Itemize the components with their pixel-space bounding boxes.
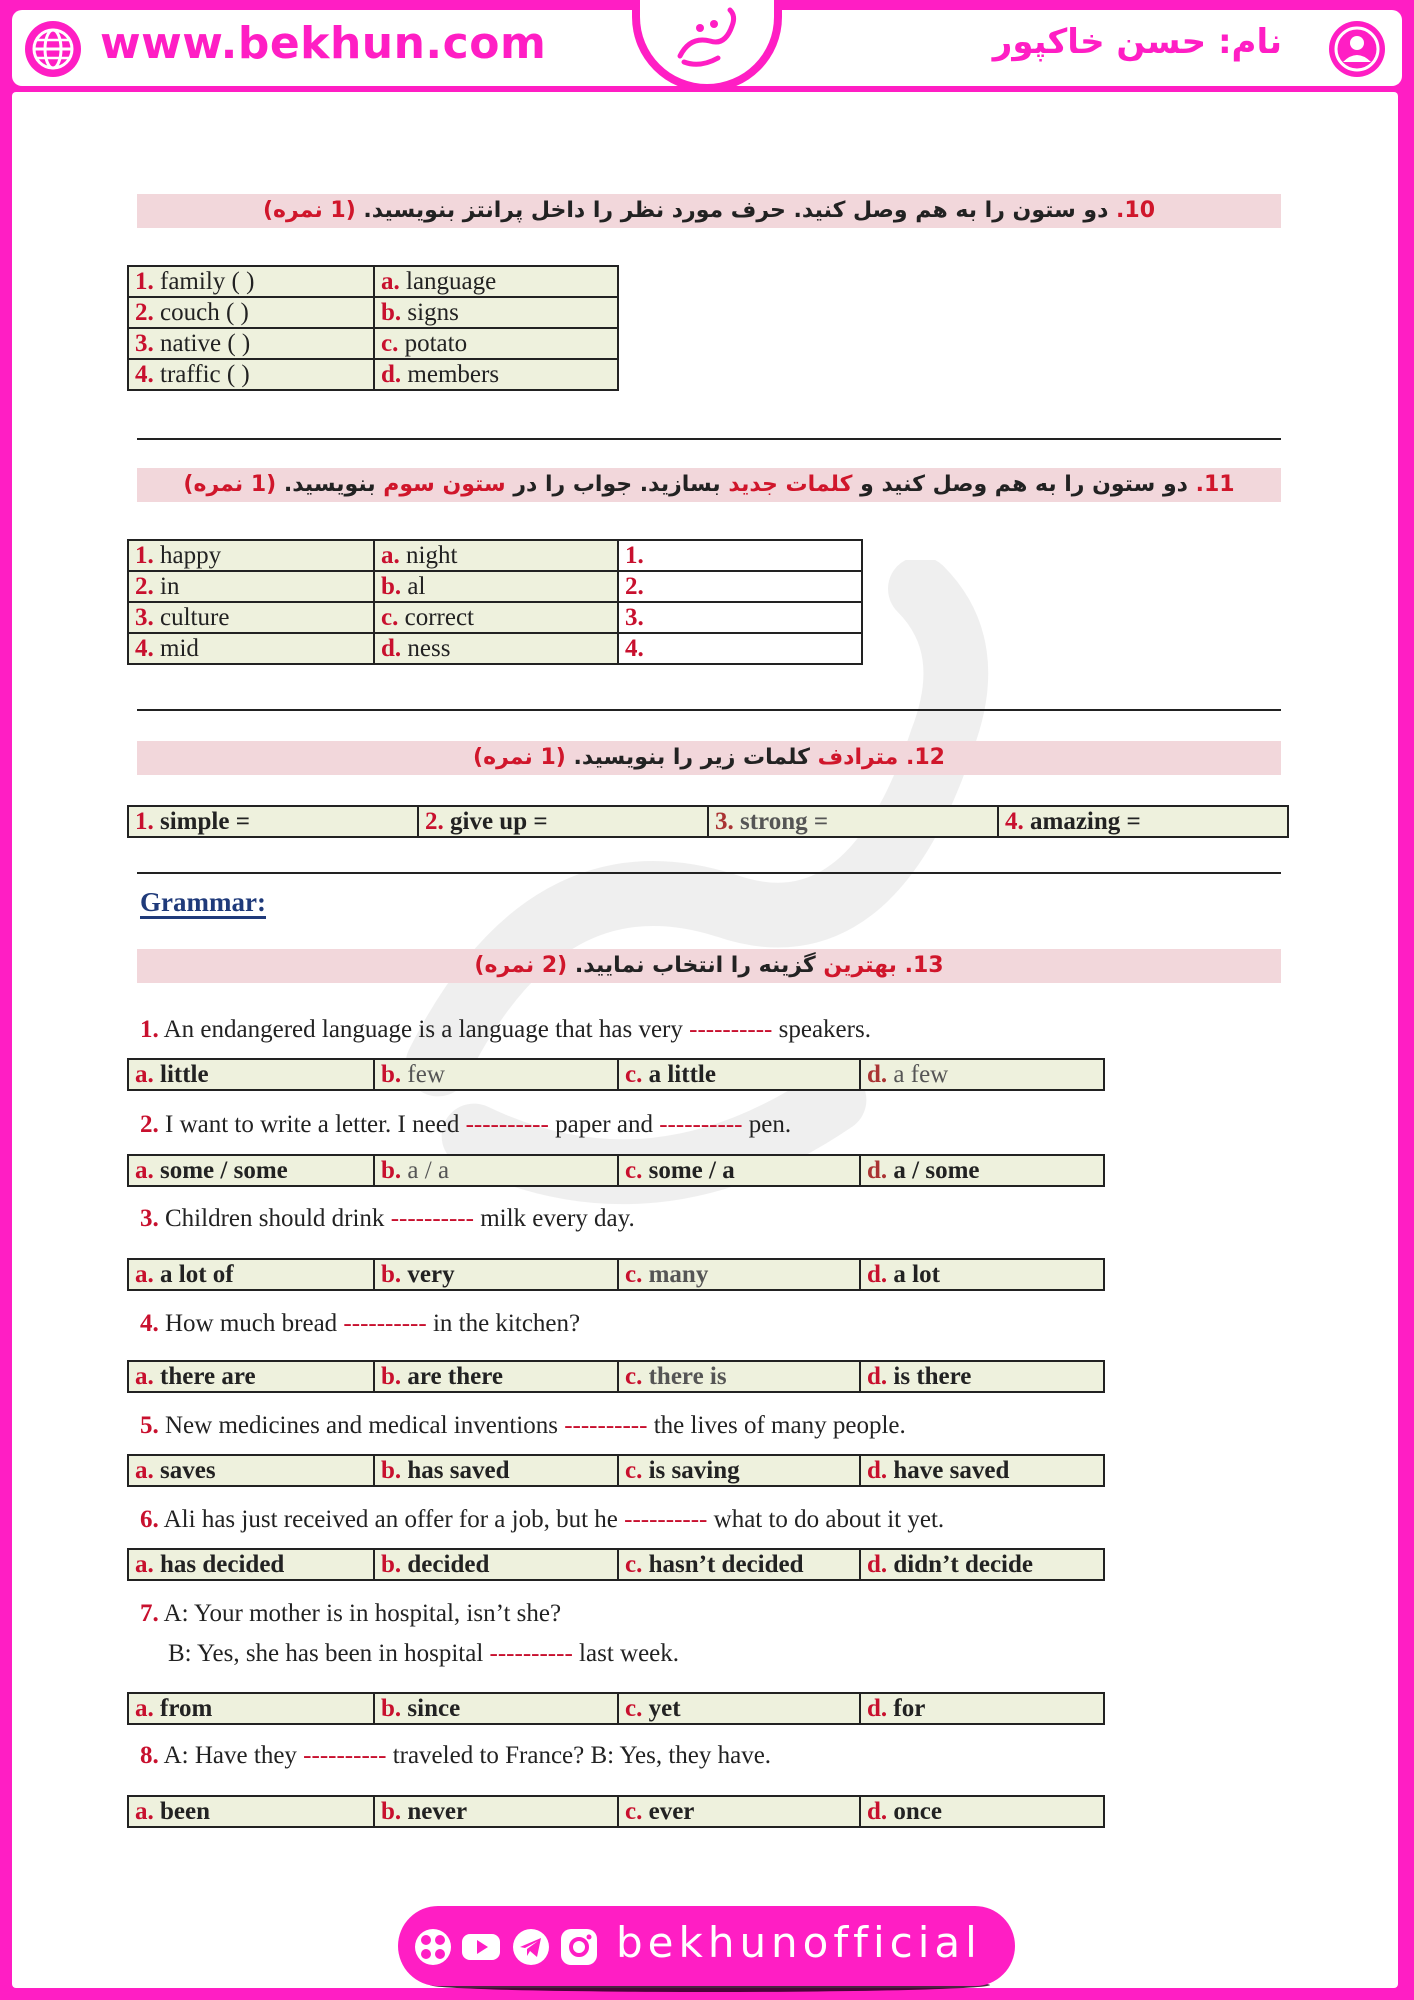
site-url[interactable]: www.bekhun.com xyxy=(100,18,547,69)
option-a[interactable]: a. some / some xyxy=(128,1155,374,1186)
options-q6 xyxy=(127,1548,1105,1581)
question-7-line2: B: Yes, she has been in hospital ---------- last week. xyxy=(168,1640,680,1667)
table-row: 1. happy a. night 1. xyxy=(128,540,862,571)
question-2: 2. I want to write a letter. I need ---------- paper and ---------- pen. xyxy=(140,1111,792,1138)
options-q3 xyxy=(127,1258,1105,1291)
answer-cell[interactable]: 3. xyxy=(618,602,862,633)
options-q4 xyxy=(127,1360,1105,1393)
option-b[interactable]: b. are there xyxy=(374,1361,618,1392)
option-b[interactable]: b. never xyxy=(374,1796,618,1827)
table-row xyxy=(128,1259,1104,1290)
match-table-11 xyxy=(127,539,863,665)
option-c[interactable]: c. hasn’t decided xyxy=(618,1549,860,1580)
question-4: 4. How much bread ---------- in the kitchen? xyxy=(140,1310,581,1337)
option-d[interactable]: d. for xyxy=(860,1693,1104,1724)
aparat-icon[interactable] xyxy=(412,1926,454,1968)
section-13-heading: 13. بهترین گزینه را انتخاب نمایید. (2 نمره) xyxy=(137,949,1281,983)
table-row: 3. native ( ) c. potato xyxy=(128,328,618,359)
options-q7 xyxy=(127,1692,1105,1725)
divider xyxy=(137,872,1281,874)
option-d[interactable]: d. a few xyxy=(860,1059,1104,1090)
option-a[interactable]: a. a lot of xyxy=(128,1259,374,1290)
option-c[interactable]: c. some / a xyxy=(618,1155,860,1186)
table-row xyxy=(128,1796,1104,1827)
user-icon xyxy=(1326,18,1388,80)
social-handle[interactable]: bekhunofficial xyxy=(616,1918,982,1967)
bekhun-logo-icon xyxy=(670,6,744,76)
option-d[interactable]: d. have saved xyxy=(860,1455,1104,1486)
option-b[interactable]: b. a / a xyxy=(374,1155,618,1186)
option-c[interactable]: c. a little xyxy=(618,1059,860,1090)
footer-social-bar xyxy=(398,1906,1015,1986)
question-1: 1. An endangered language is a language that has very ---------- speakers. xyxy=(140,1016,871,1043)
option-b[interactable]: b. few xyxy=(374,1059,618,1090)
option-d[interactable]: d. is there xyxy=(860,1361,1104,1392)
option-d[interactable]: d. a lot xyxy=(860,1259,1104,1290)
table-row xyxy=(128,1361,1104,1392)
option-b[interactable]: b. since xyxy=(374,1693,618,1724)
grammar-heading: Grammar: xyxy=(140,887,266,917)
question-6: 6. Ali has just received an offer for a job, but he ---------- what to do about it yet. xyxy=(140,1506,945,1533)
options-q8 xyxy=(127,1795,1105,1828)
answer-cell[interactable]: 4. xyxy=(618,633,862,664)
options-q1 xyxy=(127,1058,1105,1091)
option-b[interactable]: b. has saved xyxy=(374,1455,618,1486)
table-row xyxy=(128,1059,1104,1090)
option-c[interactable]: c. there is xyxy=(618,1361,860,1392)
table-row: 2. in b. al 2. xyxy=(128,571,862,602)
option-d[interactable]: d. a / some xyxy=(860,1155,1104,1186)
table-row xyxy=(128,1693,1104,1724)
table-row: 4. mid d. ness 4. xyxy=(128,633,862,664)
option-a[interactable]: a. saves xyxy=(128,1455,374,1486)
option-c[interactable]: c. many xyxy=(618,1259,860,1290)
option-c[interactable]: c. ever xyxy=(618,1796,860,1827)
option-c[interactable]: c. yet xyxy=(618,1693,860,1724)
globe-icon xyxy=(22,18,84,80)
synonym-table-12 xyxy=(127,805,1289,838)
option-c[interactable]: c. is saving xyxy=(618,1455,860,1486)
section-10-heading: 10. دو ستون را به هم وصل کنید. حرف مورد نظر را داخل پرانتز بنویسید. (1 نمره) xyxy=(137,194,1281,228)
table-row: 2. couch ( ) b. signs xyxy=(128,297,618,328)
option-b[interactable]: b. very xyxy=(374,1259,618,1290)
option-d[interactable]: d. didn’t decide xyxy=(860,1549,1104,1580)
table-row xyxy=(128,1455,1104,1486)
option-d[interactable]: d. once xyxy=(860,1796,1104,1827)
question-5: 5. New medicines and medical inventions ---------- the lives of many people. xyxy=(140,1412,906,1439)
table-row xyxy=(128,1549,1104,1580)
table-row: 1. simple = 2. give up = 3. strong = 4. amazing = xyxy=(128,806,1288,837)
youtube-icon[interactable] xyxy=(460,1926,502,1968)
table-row: 3. culture c. correct 3. xyxy=(128,602,862,633)
options-q5 xyxy=(127,1454,1105,1487)
table-row xyxy=(128,1155,1104,1186)
answer-cell[interactable]: 1. xyxy=(618,540,862,571)
options-q2 xyxy=(127,1154,1105,1187)
option-a[interactable]: a. been xyxy=(128,1796,374,1827)
option-a[interactable]: a. little xyxy=(128,1059,374,1090)
student-name: نام: حسن خاکپور xyxy=(992,22,1282,62)
option-a[interactable]: a. has decided xyxy=(128,1549,374,1580)
question-7: 7. A: Your mother is in hospital, isn’t she? xyxy=(140,1600,562,1627)
section-12-heading: 12. مترادف کلمات زیر را بنویسید. (1 نمره) xyxy=(137,741,1281,775)
divider xyxy=(137,438,1281,440)
match-table-10 xyxy=(127,265,619,391)
answer-cell[interactable]: 2. xyxy=(618,571,862,602)
table-row: 1. family ( ) a. language xyxy=(128,266,618,297)
table-row: 4. traffic ( ) d. members xyxy=(128,359,618,390)
option-a[interactable]: a. from xyxy=(128,1693,374,1724)
option-b[interactable]: b. decided xyxy=(374,1549,618,1580)
instagram-icon[interactable] xyxy=(558,1926,600,1968)
option-a[interactable]: a. there are xyxy=(128,1361,374,1392)
divider xyxy=(137,709,1281,711)
telegram-icon[interactable] xyxy=(510,1926,552,1968)
question-3: 3. Children should drink ---------- milk every day. xyxy=(140,1205,635,1232)
section-11-heading: 11. دو ستون را به هم وصل کنید و کلمات جدید بسازید. جواب را در ستون سوم بنویسید. (1 نمره) xyxy=(137,468,1281,502)
question-8: 8. A: Have they ---------- traveled to France? B: Yes, they have. xyxy=(140,1742,772,1769)
